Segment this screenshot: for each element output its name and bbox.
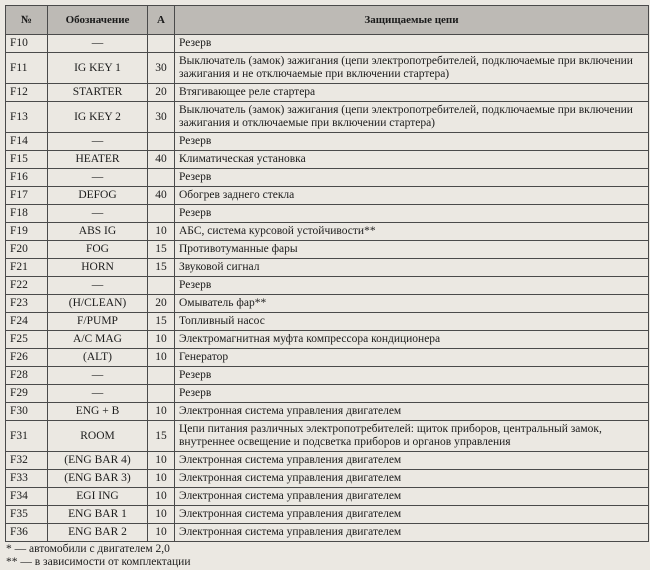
header-number: № <box>6 6 48 35</box>
fuse-circuits: Омыватель фар** <box>175 295 649 313</box>
fuse-circuits: Выключатель (замок) зажигания (цепи электропотребителей, подключаемые при включении зажигания и не отключаемые при включении стартера) <box>175 53 649 84</box>
fuse-amperage: 10 <box>148 403 175 421</box>
fuse-number: F26 <box>6 349 48 367</box>
fuse-number: F22 <box>6 277 48 295</box>
fuse-circuits: Топливный насос <box>175 313 649 331</box>
fuse-amperage: 10 <box>148 331 175 349</box>
fuse-amperage: 10 <box>148 223 175 241</box>
table-row <box>6 187 649 205</box>
fuse-designation: — <box>48 385 148 403</box>
fuse-circuits: Противотуманные фары <box>175 241 649 259</box>
fuse-number: F18 <box>6 205 48 223</box>
table-row <box>6 295 649 313</box>
fuse-circuits: Климатическая установка <box>175 151 649 169</box>
fuse-number: F30 <box>6 403 48 421</box>
fuse-circuits: АБС, система курсовой устойчивости** <box>175 223 649 241</box>
fuse-designation: HEATER <box>48 151 148 169</box>
fuse-amperage: 10 <box>148 452 175 470</box>
table-row <box>6 53 649 84</box>
fuse-designation: — <box>48 169 148 187</box>
fuse-designation: IG KEY 2 <box>48 102 148 133</box>
fuse-amperage <box>148 133 175 151</box>
fuse-amperage: 40 <box>148 187 175 205</box>
fuse-amperage <box>148 277 175 295</box>
table-row <box>6 470 649 488</box>
fuse-designation: IG KEY 1 <box>48 53 148 84</box>
fuse-circuits: Электромагнитная муфта компрессора кондиционера <box>175 331 649 349</box>
fuse-circuits: Резерв <box>175 133 649 151</box>
table-row <box>6 84 649 102</box>
fuse-amperage: 10 <box>148 470 175 488</box>
fuse-amperage: 15 <box>148 421 175 452</box>
fuse-designation: (ALT) <box>48 349 148 367</box>
table-row <box>6 277 649 295</box>
fuse-designation: — <box>48 205 148 223</box>
fuse-circuits: Звуковой сигнал <box>175 259 649 277</box>
fuse-circuits: Резерв <box>175 277 649 295</box>
fuse-amperage: 40 <box>148 151 175 169</box>
fuse-designation: STARTER <box>48 84 148 102</box>
fuse-amperage: 10 <box>148 349 175 367</box>
table-row <box>6 488 649 506</box>
fuse-circuits: Электронная система управления двигателем <box>175 506 649 524</box>
fuse-number: F23 <box>6 295 48 313</box>
header-amperage: А <box>148 6 175 35</box>
fuse-amperage: 30 <box>148 53 175 84</box>
fuse-designation: — <box>48 367 148 385</box>
table-row <box>6 367 649 385</box>
fuse-circuits: Резерв <box>175 205 649 223</box>
table-row <box>6 524 649 542</box>
fuse-circuits: Электронная система управления двигателем <box>175 470 649 488</box>
fuse-designation: HORN <box>48 259 148 277</box>
fuse-amperage: 15 <box>148 241 175 259</box>
fuse-designation: — <box>48 35 148 53</box>
fuse-designation: — <box>48 133 148 151</box>
fuse-designation: F/PUMP <box>48 313 148 331</box>
fuse-number: F11 <box>6 53 48 84</box>
fuse-amperage <box>148 35 175 53</box>
fuse-number: F34 <box>6 488 48 506</box>
fuse-number: F29 <box>6 385 48 403</box>
fuse-amperage <box>148 169 175 187</box>
footnote: * — автомобили с двигателем 2,0 <box>6 543 170 555</box>
footnotes <box>6 543 191 569</box>
table-row <box>6 313 649 331</box>
fuse-number: F25 <box>6 331 48 349</box>
fuse-amperage <box>148 205 175 223</box>
table-row <box>6 331 649 349</box>
fuse-amperage: 10 <box>148 524 175 542</box>
fuse-designation: ENG BAR 1 <box>48 506 148 524</box>
fuse-designation: (H/CLEAN) <box>48 295 148 313</box>
fuse-designation: ENG + B <box>48 403 148 421</box>
fuse-amperage: 15 <box>148 313 175 331</box>
fuse-number: F32 <box>6 452 48 470</box>
fuse-number: F20 <box>6 241 48 259</box>
fuse-number: F35 <box>6 506 48 524</box>
fuse-designation: ABS IG <box>48 223 148 241</box>
fuse-designation: ENG BAR 2 <box>48 524 148 542</box>
fuse-designation: — <box>48 277 148 295</box>
fuse-circuits: Резерв <box>175 169 649 187</box>
table-row <box>6 421 649 452</box>
table-row <box>6 259 649 277</box>
table-row <box>6 151 649 169</box>
fuse-table <box>5 5 649 542</box>
table-header-row <box>6 6 649 35</box>
fuse-number: F31 <box>6 421 48 452</box>
fuse-number: F28 <box>6 367 48 385</box>
footnote: ** — в зависимости от комплектации <box>6 556 191 568</box>
fuse-number: F33 <box>6 470 48 488</box>
table-row <box>6 506 649 524</box>
fuse-circuits: Электронная система управления двигателем <box>175 488 649 506</box>
fuse-number: F10 <box>6 35 48 53</box>
fuse-amperage: 15 <box>148 259 175 277</box>
fuse-circuits: Цепи питания различных электропотребителей: щиток приборов, центральный замок, внутреннее освещение и подсветка приборов и органов управления <box>175 421 649 452</box>
fuse-amperage: 20 <box>148 84 175 102</box>
fuse-number: F16 <box>6 169 48 187</box>
table-row <box>6 452 649 470</box>
fuse-number: F13 <box>6 102 48 133</box>
fuse-circuits: Генератор <box>175 349 649 367</box>
fuse-circuits: Электронная система управления двигателем <box>175 452 649 470</box>
fuse-number: F19 <box>6 223 48 241</box>
fuse-circuits: Электронная система управления двигателем <box>175 524 649 542</box>
fuse-number: F24 <box>6 313 48 331</box>
fuse-circuits: Электронная система управления двигателем <box>175 403 649 421</box>
table-row <box>6 169 649 187</box>
fuse-amperage <box>148 367 175 385</box>
fuse-circuits: Втягивающее реле стартера <box>175 84 649 102</box>
fuse-number: F14 <box>6 133 48 151</box>
fuse-number: F36 <box>6 524 48 542</box>
table-row <box>6 385 649 403</box>
fuse-circuits: Резерв <box>175 385 649 403</box>
table-row <box>6 102 649 133</box>
header-circuits: Защищаемые цепи <box>175 6 649 35</box>
fuse-number: F15 <box>6 151 48 169</box>
table-body <box>6 35 649 542</box>
fuse-amperage: 30 <box>148 102 175 133</box>
fuse-circuits: Обогрев заднего стекла <box>175 187 649 205</box>
table-row <box>6 35 649 53</box>
table-row <box>6 349 649 367</box>
fuse-amperage <box>148 385 175 403</box>
fuse-designation: A/C MAG <box>48 331 148 349</box>
table-row <box>6 241 649 259</box>
fuse-designation: EGI ING <box>48 488 148 506</box>
fuse-number: F21 <box>6 259 48 277</box>
fuse-designation: (ENG BAR 3) <box>48 470 148 488</box>
table-row <box>6 223 649 241</box>
table-row <box>6 133 649 151</box>
header-designation: Обозначение <box>48 6 148 35</box>
fuse-amperage: 10 <box>148 488 175 506</box>
fuse-number: F17 <box>6 187 48 205</box>
fuse-circuits: Резерв <box>175 35 649 53</box>
table-row <box>6 205 649 223</box>
fuse-designation: (ENG BAR 4) <box>48 452 148 470</box>
fuse-amperage: 20 <box>148 295 175 313</box>
fuse-amperage: 10 <box>148 506 175 524</box>
fuse-designation: DEFOG <box>48 187 148 205</box>
fuse-circuits: Резерв <box>175 367 649 385</box>
fuse-designation: ROOM <box>48 421 148 452</box>
table-row <box>6 403 649 421</box>
fuse-circuits: Выключатель (замок) зажигания (цепи электропотребителей, подключаемые при включении зажигания и отключаемые при включении стартера) <box>175 102 649 133</box>
fuse-number: F12 <box>6 84 48 102</box>
fuse-designation: FOG <box>48 241 148 259</box>
